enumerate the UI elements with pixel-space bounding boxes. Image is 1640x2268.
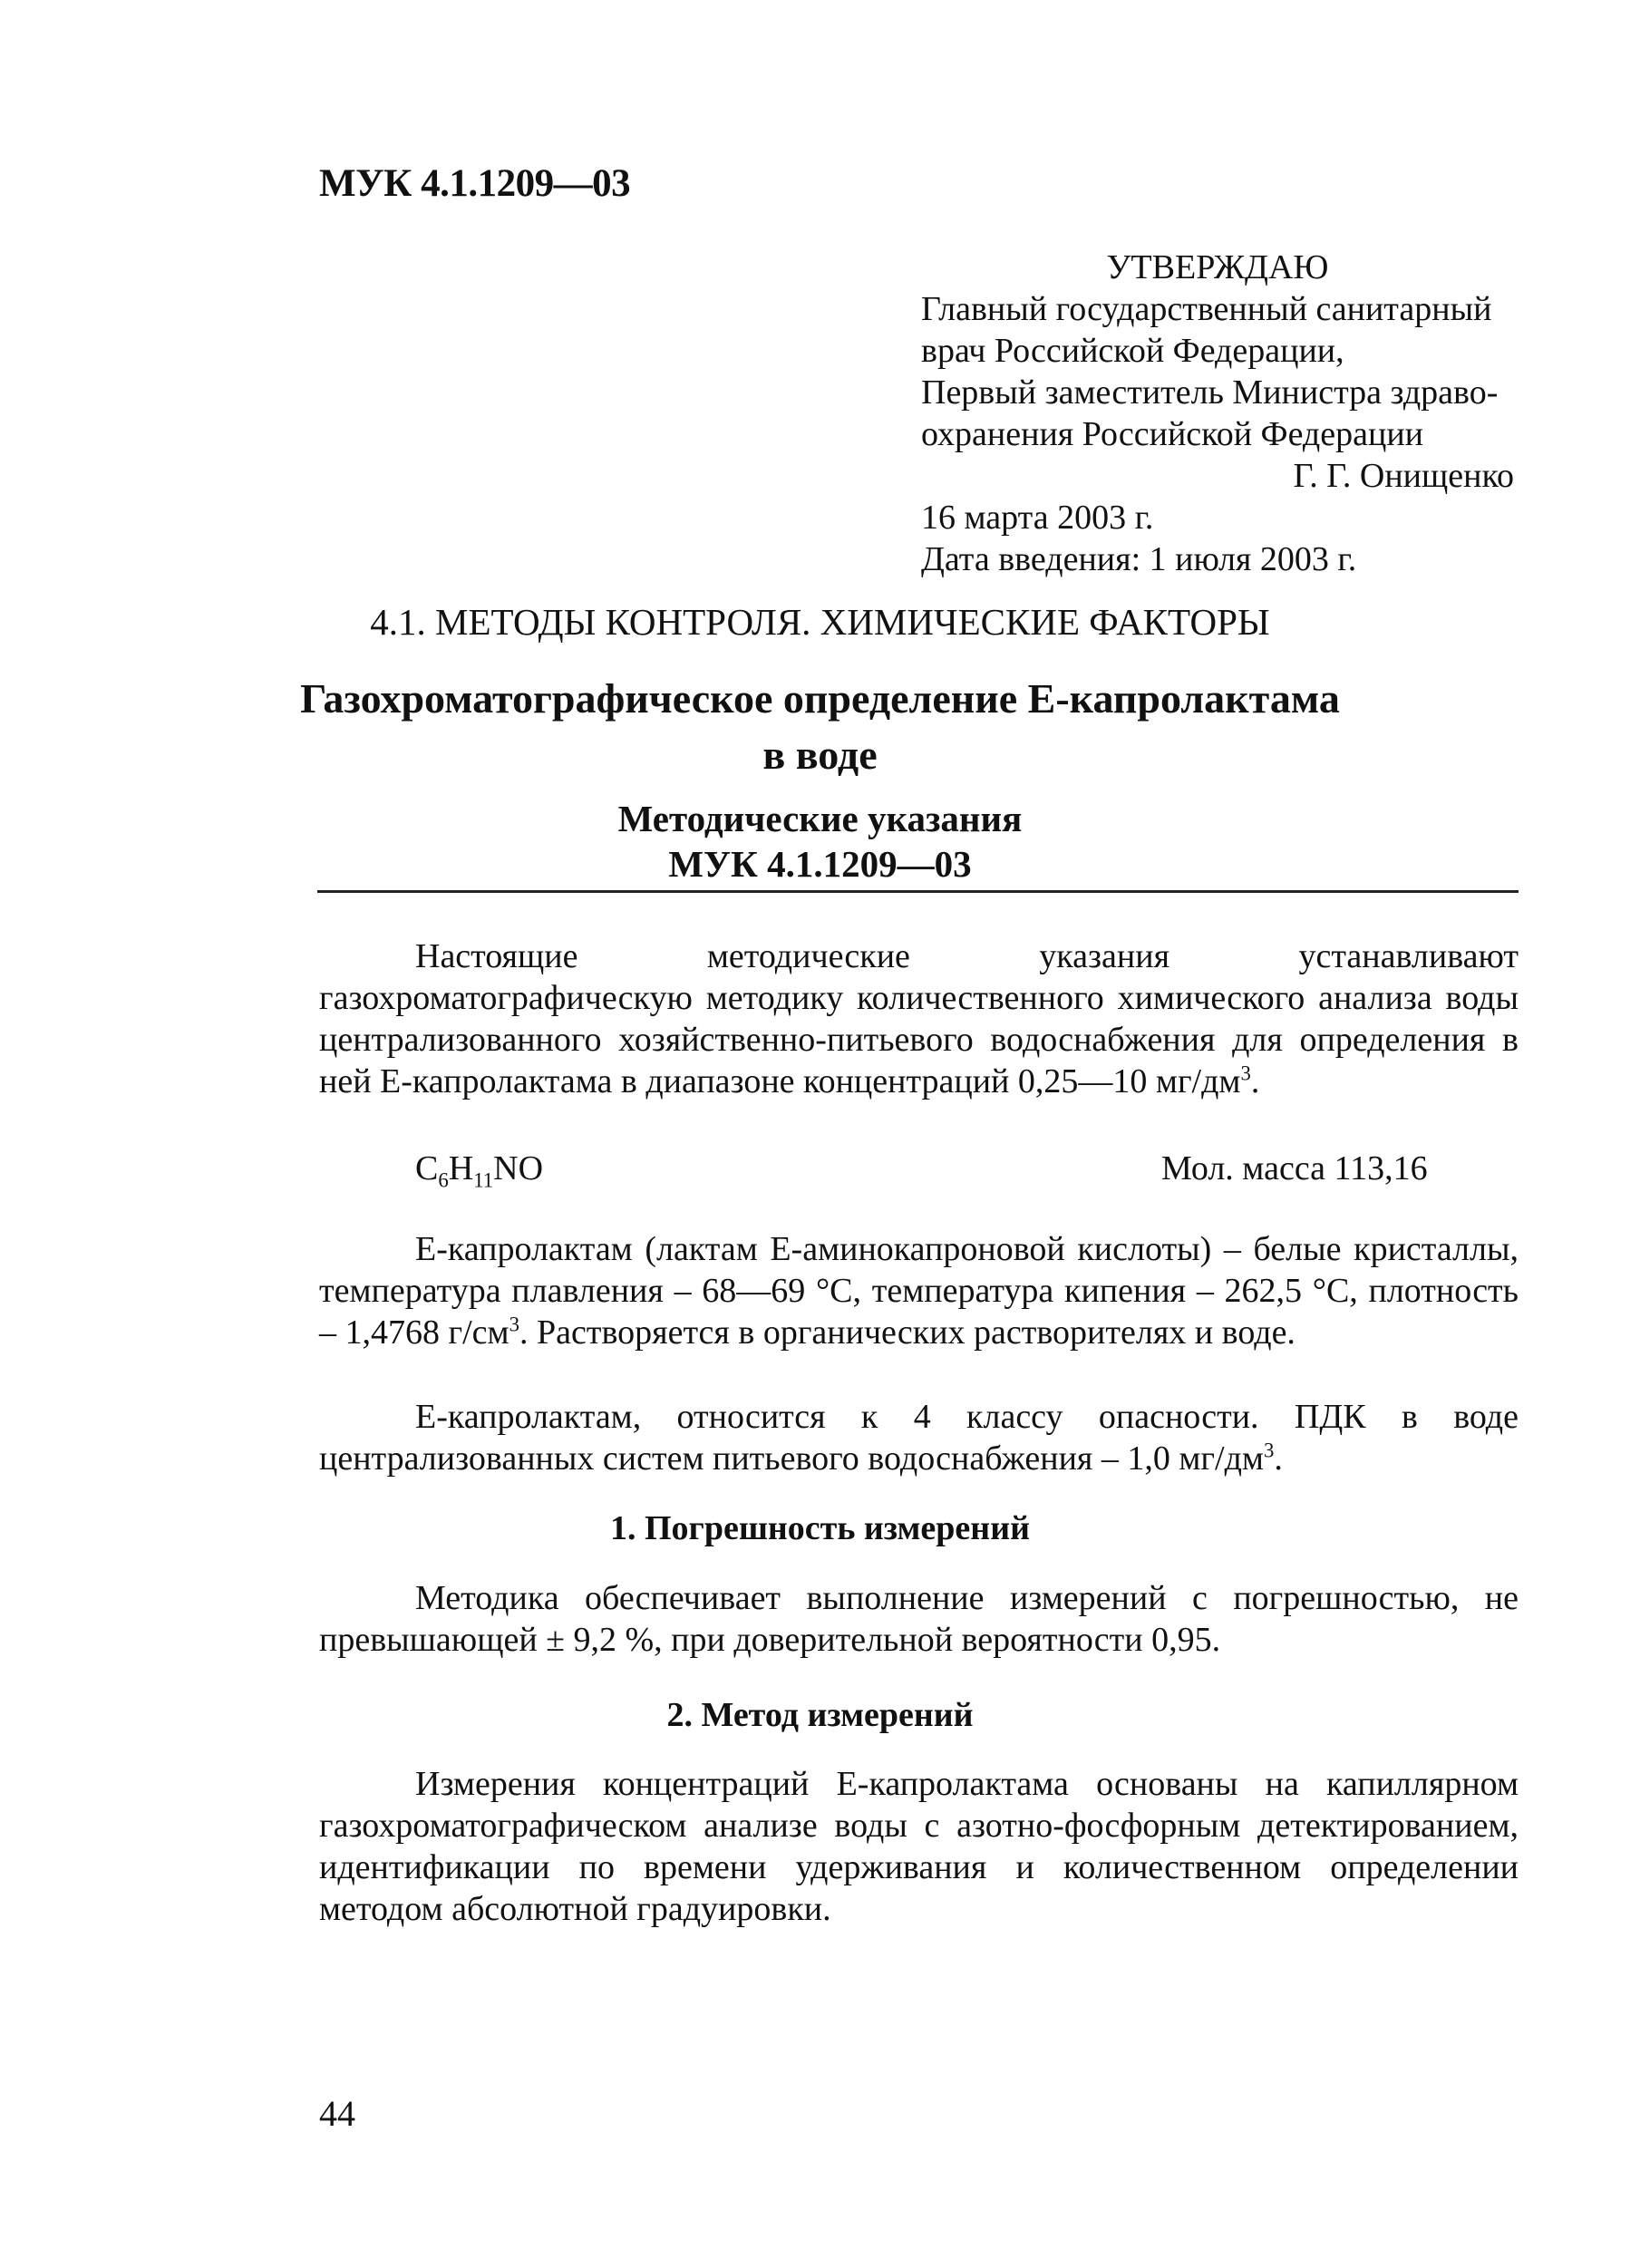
formula-subscript: 11: [473, 1168, 494, 1192]
document-subtitle: [0, 796, 1640, 887]
formula-subscript: 6: [438, 1168, 449, 1192]
intro-paragraph: [319, 935, 1519, 1102]
hazard-text: Е-капролактам, относится к 4 классу опасности. ПДК в воде централизованных систем питьевого водоснабжения – 1,0 мг/дм: [319, 1398, 1519, 1478]
formula-element: H: [448, 1149, 474, 1187]
intro-tail: .: [1250, 1062, 1260, 1100]
section-2-heading: 2. Метод измерений: [666, 1696, 974, 1734]
section-1-text: Методика обеспечивает выполнение измерений с погрешностью, не превышающей ± 9,2 %, при доверительной вероятности 0,95.: [319, 1579, 1519, 1659]
effective-date: Дата введения: 1 июля 2003 г.: [921, 540, 1357, 578]
section-1-paragraph: [319, 1577, 1519, 1661]
properties-paragraph: [319, 1228, 1519, 1353]
properties-text: . Растворяется в органических растворителях и воде.: [519, 1313, 1296, 1352]
approval-line: врач Российской Федерации,: [921, 332, 1344, 370]
chemical-formula: [415, 1149, 544, 1192]
formula-element: NO: [493, 1149, 544, 1187]
document-code-header: МУК 4.1.1209—03: [319, 162, 631, 205]
section-2-text: Измерения концентраций Е-капролактама основаны на капиллярном газохроматографическом анализе воды с азотно-фосфорным детектированием, идентификации по времени удерживания и количественном определении методом абсолютной градуировки.: [319, 1765, 1519, 1928]
unit-superscript: 3: [1263, 1439, 1275, 1462]
hazard-paragraph: [319, 1396, 1519, 1479]
approval-line: охранения Российской Федерации: [921, 415, 1424, 453]
unit-superscript: 3: [1240, 1061, 1251, 1085]
approval-date: 16 марта 2003 г.: [921, 499, 1154, 537]
approval-line: Главный государственный санитарный: [921, 290, 1492, 328]
approval-block: [921, 247, 1514, 580]
properties-text: Е-капролактам (лактам Е-аминокапроновой кислоты) – белые кристаллы, температура плавления – 68—69 °С, температура кипения – 262,5 °С, плотность – 1,4768 г/см: [319, 1230, 1519, 1352]
document-title: [0, 671, 1640, 783]
approval-title: УТВЕРЖДАЮ: [1106, 248, 1329, 286]
approval-line: Первый заместитель Министра здраво-: [921, 373, 1499, 412]
unit-superscript: 3: [509, 1313, 519, 1336]
hazard-tail: .: [1274, 1439, 1283, 1478]
title-divider: [317, 890, 1519, 893]
section-2-paragraph: [319, 1763, 1519, 1930]
approval-signatory: Г. Г. Онищенко: [1293, 457, 1514, 495]
formula-element: C: [415, 1149, 439, 1187]
molecular-mass: Мол. масса 113,16: [1161, 1149, 1428, 1187]
subtitle-line: Методические указания: [617, 798, 1023, 839]
title-line: в воде: [762, 732, 878, 778]
page-number: 44: [319, 2093, 355, 2134]
title-line: Газохроматографическое определение Е-капролактама: [300, 675, 1340, 722]
subtitle-line: МУК 4.1.1209—03: [668, 843, 972, 885]
section-heading: 4.1. МЕТОДЫ КОНТРОЛЯ. ХИМИЧЕСКИЕ ФАКТОРЫ: [370, 601, 1270, 643]
section-1-heading: 1. Погрешность измерений: [610, 1509, 1030, 1547]
intro-text: Настоящие методические указания устанавливают газохроматографическую методику количественного химического анализа воды централизованного хозяйственно-питьевого водоснабжения для определения в ней Е-капролактама в диапазоне концентраций 0,25—10 мг/дм: [319, 937, 1519, 1100]
